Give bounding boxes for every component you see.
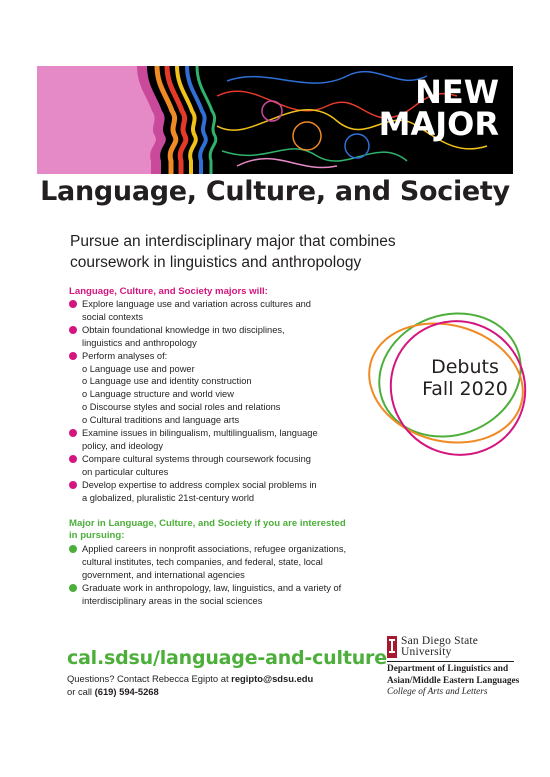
section2-heading-line1: Major in Language, Culture, and Society if you are interested xyxy=(69,518,346,529)
list-item-line: social contexts xyxy=(82,311,143,322)
subtitle xyxy=(70,231,450,273)
subtitle-line2: coursework in linguistics and anthropology xyxy=(70,254,362,271)
contact-call-prefix: or call xyxy=(67,686,95,697)
list-item xyxy=(69,479,359,505)
new-major-label xyxy=(378,73,499,143)
logo-divider xyxy=(387,661,514,662)
subtitle-line1: Pursue an interdisciplinary major that combines xyxy=(70,233,396,250)
list-item-line: Perform analyses of: xyxy=(82,350,168,361)
university-name-line1: San Diego State xyxy=(401,635,479,647)
list-item-line: interdisciplinary areas in the social sciences xyxy=(82,595,263,606)
list-item xyxy=(69,350,359,427)
new-major-line1: NEW xyxy=(415,73,499,111)
list-item-line: government, and international agencies xyxy=(82,569,245,580)
bullet-dot-icon xyxy=(69,455,77,463)
list-item-line: Applied careers in nonprofit associations, refugee organizations, xyxy=(82,544,347,554)
list-item-line: Explore language use and variation across cultures and xyxy=(82,299,311,309)
debuts-line2: Fall 2020 xyxy=(422,378,508,400)
department-line1: Department of Linguistics and xyxy=(387,664,509,674)
university-name xyxy=(401,636,478,658)
list-item-line: o Discourse styles and social roles and relations xyxy=(82,402,281,413)
department-line2: Asian/Middle Eastern Languages xyxy=(387,675,520,686)
list-item-line: o Language use and identity construction xyxy=(82,376,252,387)
list-item xyxy=(69,298,359,324)
new-major-line2: MAJOR xyxy=(378,105,499,143)
section1-list xyxy=(69,298,359,505)
department-name xyxy=(387,664,519,687)
contact-line1 xyxy=(67,672,313,685)
contact-prefix: Questions? Contact Rebecca Egipto at xyxy=(67,673,232,684)
debuts-line1: Debuts xyxy=(431,356,499,378)
list-item xyxy=(69,543,379,582)
bullet-dot-icon xyxy=(69,300,77,308)
list-item-line: policy, and ideology xyxy=(82,440,163,451)
list-item-line: cultural institutes, tech companies, and federal, state, local xyxy=(82,556,323,567)
section2-list xyxy=(69,543,379,608)
section2-heading xyxy=(69,518,389,542)
section1-heading: Language, Culture, and Society majors will: xyxy=(69,286,268,297)
list-item-line: Obtain foundational knowledge in two disciplines, xyxy=(82,324,285,335)
contact-phone: (619) 594-5268 xyxy=(94,686,159,697)
header-banner xyxy=(37,66,513,174)
list-item xyxy=(69,453,359,479)
contact-email-link[interactable]: regipto@sdsu.edu xyxy=(231,673,314,684)
bullet-dot-icon xyxy=(69,481,77,489)
bullet-dot-icon xyxy=(69,326,77,334)
university-name-line2: University xyxy=(401,646,452,658)
list-item-line: o Language structure and world view xyxy=(82,389,234,400)
debuts-badge xyxy=(410,356,520,400)
list-item-line: a globalized, pluralistic 21st-century world xyxy=(82,492,255,503)
list-item-line: linguistics and anthropology xyxy=(82,337,197,348)
contact-line2 xyxy=(67,685,313,698)
bullet-dot-icon xyxy=(69,352,77,360)
list-item xyxy=(69,324,359,350)
college-name: College of Arts and Letters xyxy=(387,687,488,697)
list-item xyxy=(69,582,379,608)
page-title: Language, Culture, and Society xyxy=(40,176,510,207)
bullet-dot-icon xyxy=(69,584,77,592)
contact-info xyxy=(67,672,313,698)
list-item-line: o Cultural traditions and language arts xyxy=(82,415,240,426)
list-item xyxy=(69,427,359,453)
list-item-line: Graduate work in anthropology, law, linguistics, and a variety of xyxy=(82,582,342,593)
bullet-dot-icon xyxy=(69,545,77,553)
section2-heading-line2: in pursuing: xyxy=(69,530,125,541)
list-item-line: on particular cultures xyxy=(82,466,169,477)
list-item-line: Examine issues in bilingualism, multilingualism, language xyxy=(82,428,318,439)
list-item-line: Compare cultural systems through coursework focusing xyxy=(82,453,311,464)
sdsu-seal-icon xyxy=(387,636,397,658)
website-link[interactable]: cal.sdsu/language-and-culture xyxy=(67,647,387,669)
list-item-line: o Language use and power xyxy=(82,363,195,374)
bullet-dot-icon xyxy=(69,429,77,437)
list-item-line: Develop expertise to address complex social problems in xyxy=(82,479,317,490)
